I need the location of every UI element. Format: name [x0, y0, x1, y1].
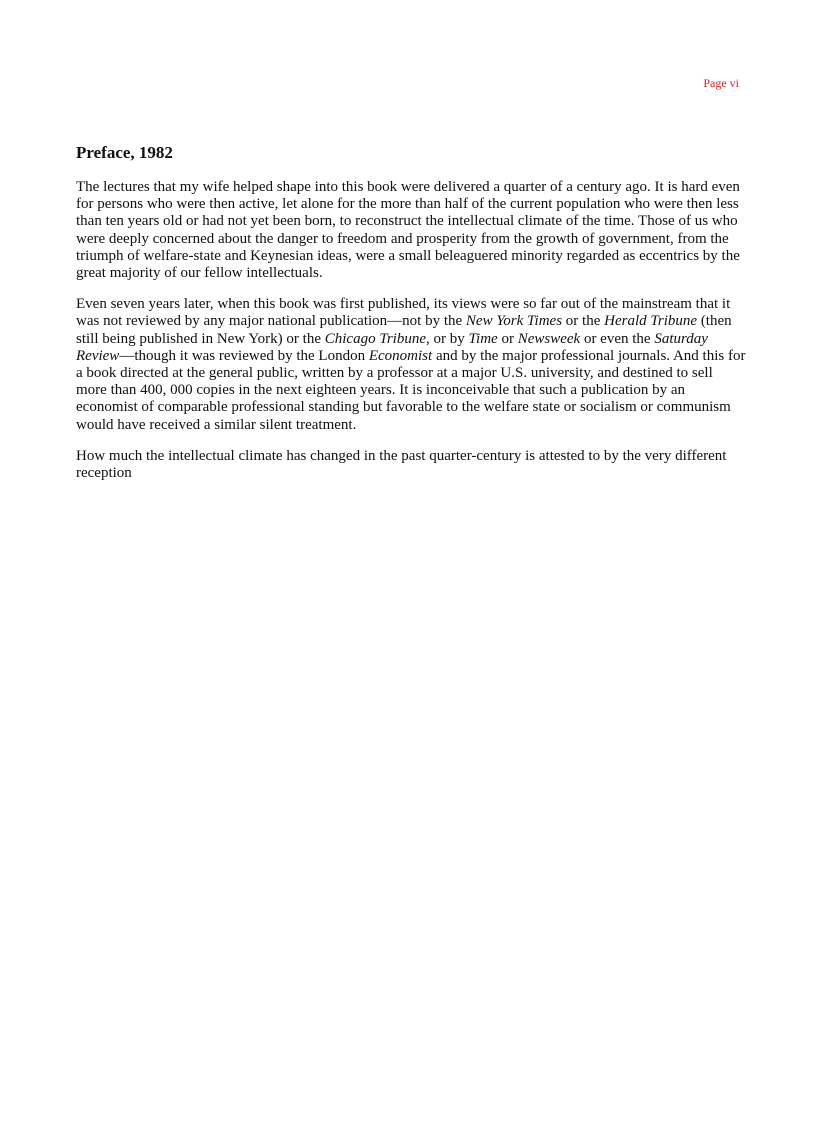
- page-number: Page vi: [703, 76, 739, 90]
- publication-newsweek: Newsweek: [517, 330, 581, 347]
- paragraph-2-text-4: , or by: [426, 330, 469, 347]
- publication-herald-tribune: Herald Tribune: [604, 313, 698, 330]
- paragraph-2-text-7: —though it was reviewed by the London: [119, 347, 369, 364]
- document-body: [76, 143, 746, 496]
- paragraph-1: The lectures that my wife helped shape into this book were delivered a quarter of a century ago. It is hard even for persons who were then active, let alone for the more than half of the current population who were then less than ten years old or had not yet been born, to reconstruct the intellectual climate of the time. Those of us who were deeply concerned about the danger to freedom and prosperity from the growth of government, from the triumph of welfare-state and Keynesian ideas, were a small beleaguered minority regarded as eccentrics by the great majority of our fellow intellectuals.: [76, 179, 740, 282]
- paragraph-2: [76, 296, 746, 434]
- paragraph-2-text-1: Even seven years later, when this book was first published, its views were so far out of the mainstream that it was not reviewed by any major national publication—not by the: [76, 296, 731, 330]
- paragraph-3: How much the intellectual climate has changed in the past quarter-century is attested to by the very different reception: [76, 447, 727, 482]
- paragraph-2-text-3: (then still being published in New York) or the: [76, 313, 732, 347]
- publication-economist: Economist: [368, 347, 433, 364]
- paragraph-2-text-8: and by the major professional journals. And this for a book directed at the general public, written by a professor at a major U.S. university, and destined to sell more than 400, 000 copies in the next eighteen years. It is inconceivable that such a publication by an economist of comparable professional standing but favorable to the welfare state or socialism or communism would have received a similar silent treatment.: [76, 347, 746, 433]
- publication-new-york-times: New York Times: [465, 313, 563, 330]
- publication-chicago-tribune: Chicago Tribune: [324, 330, 427, 347]
- paragraph-2-text-6: or even the: [580, 330, 655, 347]
- publication-time: Time: [468, 330, 498, 347]
- paragraph-2-text-2: or the: [562, 313, 605, 330]
- publication-saturday-review: Saturday Review: [76, 330, 708, 364]
- paragraph-2-text-5: or: [497, 330, 518, 347]
- section-title: Preface, 1982: [76, 143, 173, 162]
